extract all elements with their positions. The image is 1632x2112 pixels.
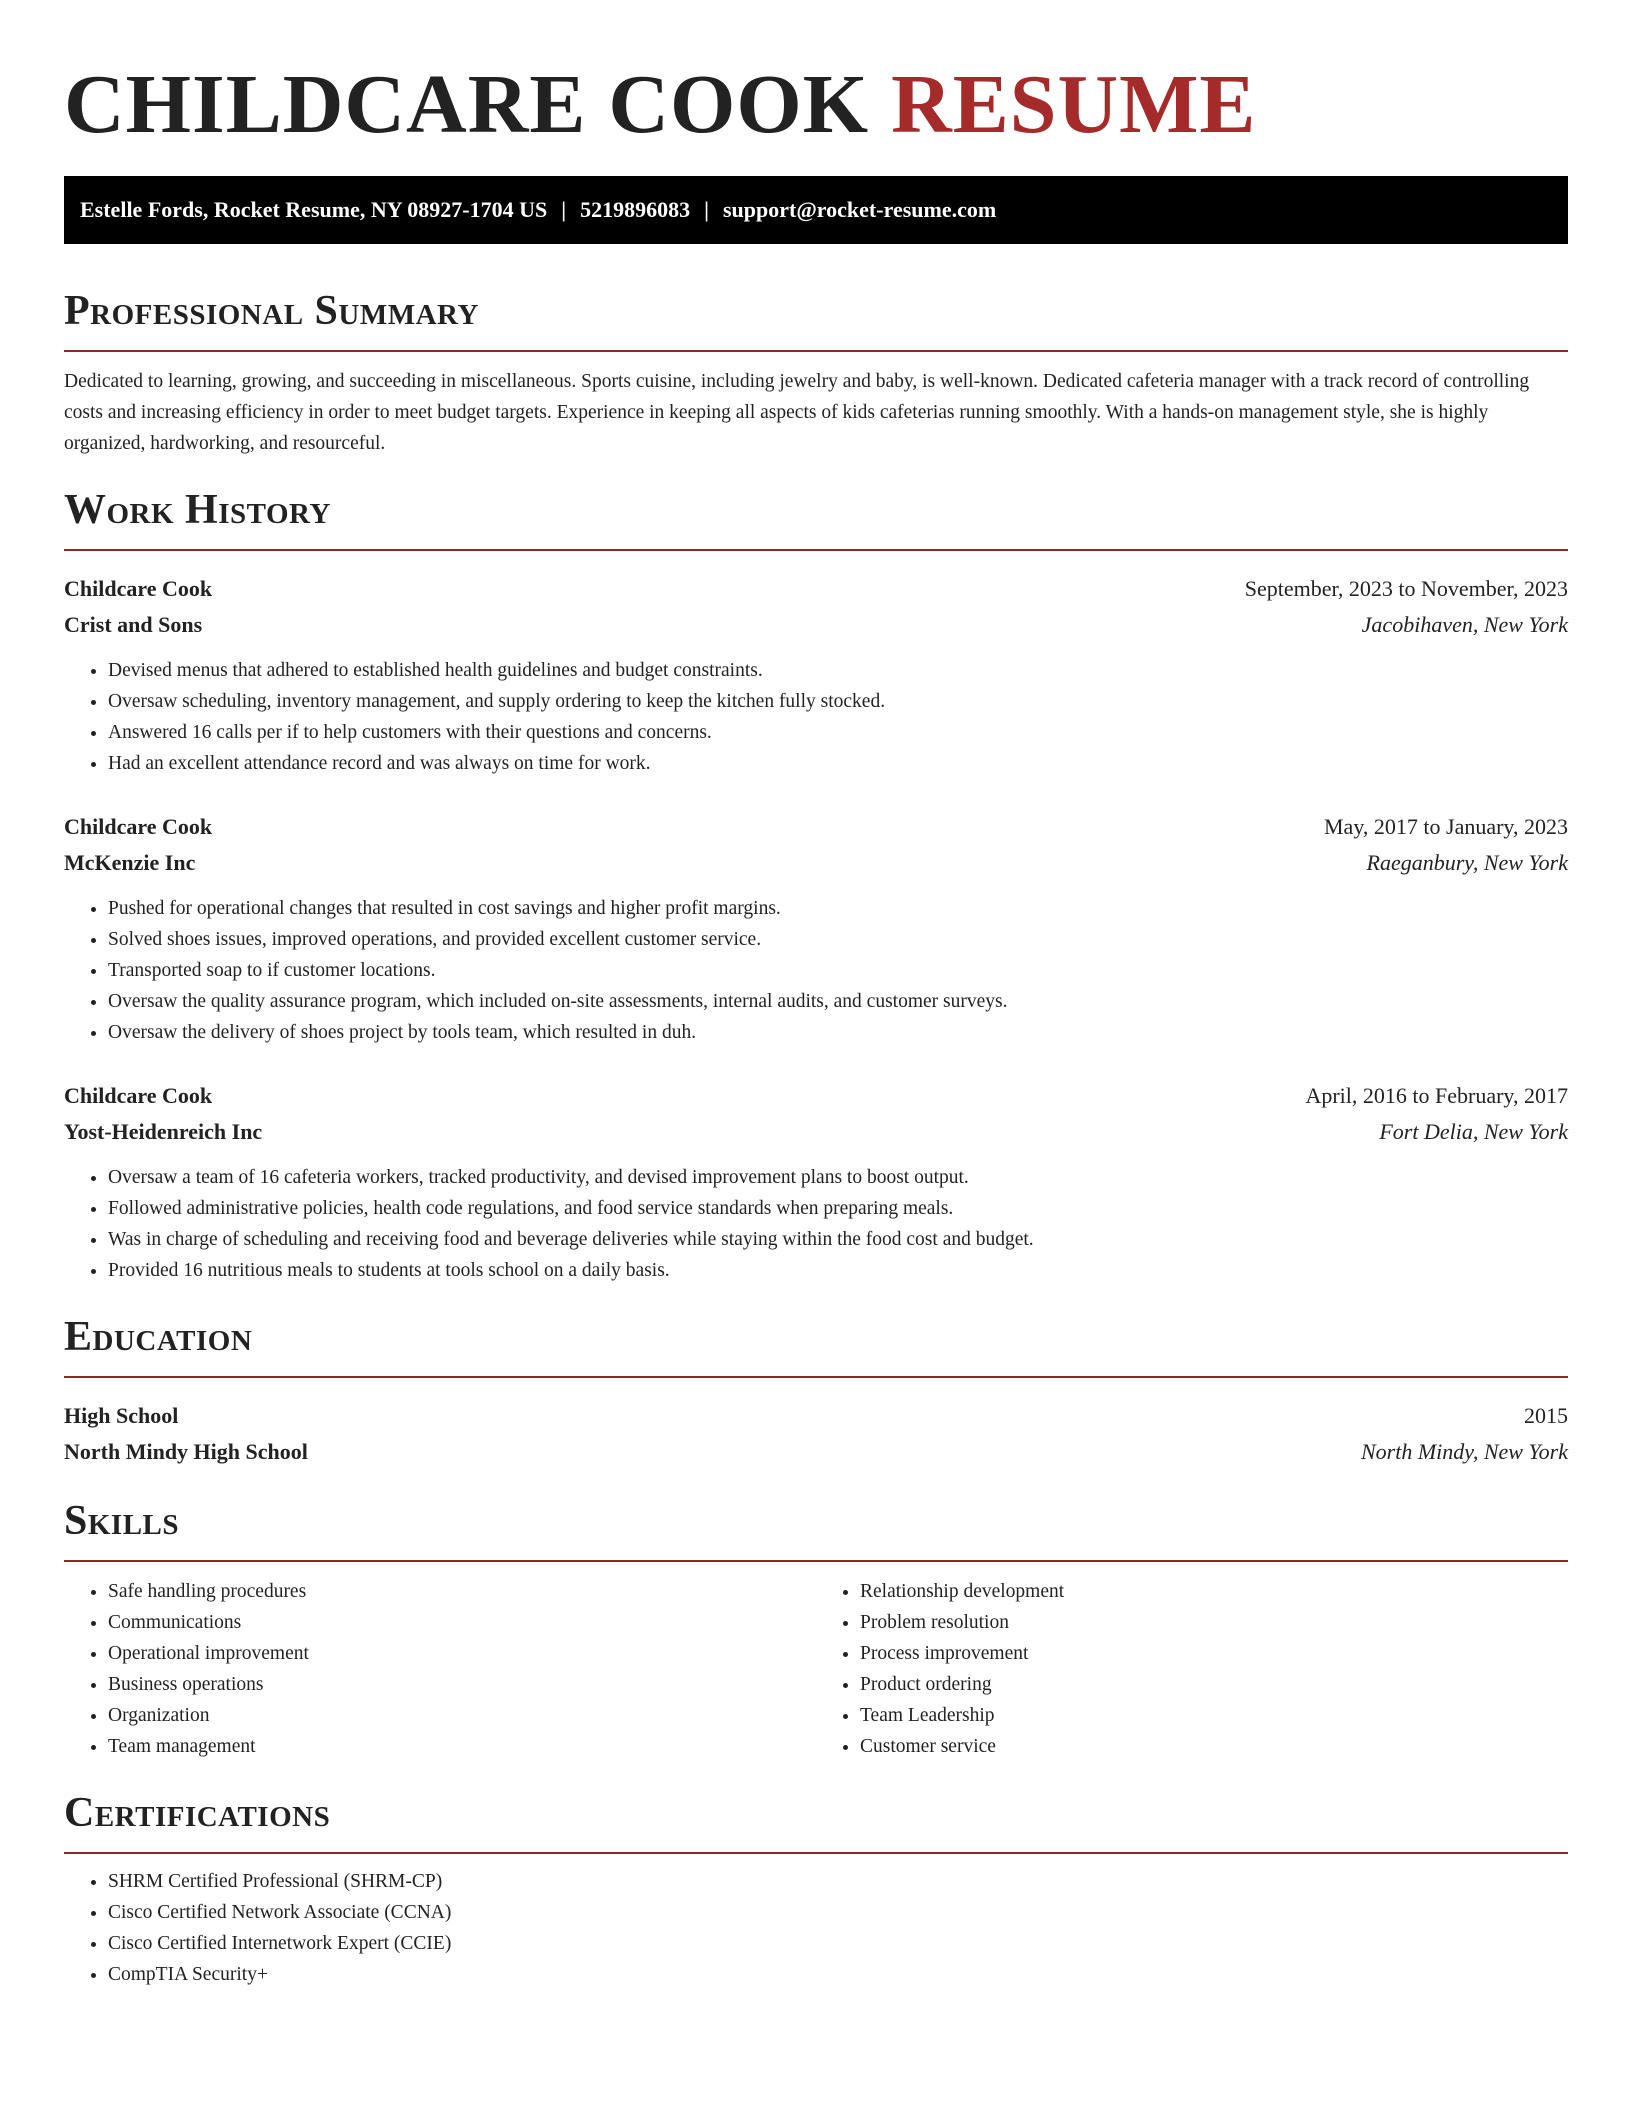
education-entry <box>64 1398 1568 1470</box>
contact-separator: | <box>561 197 567 222</box>
skill-item: • Team Leadership <box>860 1700 1568 1731</box>
job-title: Childcare Cook <box>64 814 213 839</box>
skill-item: • Process improvement <box>860 1638 1568 1669</box>
skill-item: • Team management <box>108 1731 816 1762</box>
job-title-row <box>64 809 1568 845</box>
certifications-heading: Certifications <box>64 1788 1568 1854</box>
resume-title <box>64 50 1568 160</box>
job-entry <box>64 1078 1568 1286</box>
skill-item: • Relationship development <box>860 1576 1568 1607</box>
skill-item: • Operational improvement <box>108 1638 816 1669</box>
job-bullet: • Transported soap to if customer locations. <box>108 955 1568 986</box>
job-title-row <box>64 1078 1568 1114</box>
education-year: 2015 <box>1524 1403 1568 1428</box>
education-degree: High School <box>64 1403 179 1428</box>
contact-address: Estelle Fords, Rocket Resume, NY 08927-1704 US <box>80 197 548 222</box>
job-location: Fort Delia, New York <box>1379 1119 1568 1144</box>
job-company: Crist and Sons <box>64 612 203 637</box>
job-dates: April, 2016 to February, 2017 <box>1305 1083 1568 1108</box>
skills-column-right <box>816 1576 1568 1762</box>
summary-heading: Professional Summary <box>64 286 1568 352</box>
job-company-row <box>64 1114 1568 1150</box>
skills-heading: Skills <box>64 1496 1568 1562</box>
skill-item: • Safe handling procedures <box>108 1576 816 1607</box>
job-bullet: • Oversaw the quality assurance program, which included on-site assessments, internal audits, and customer surveys. <box>108 986 1568 1017</box>
job-title: Childcare Cook <box>64 576 213 601</box>
education-location: North Mindy, New York <box>1361 1439 1568 1464</box>
contact-email: support@rocket-resume.com <box>722 197 997 222</box>
education-degree-row <box>64 1398 1568 1434</box>
job-bullets <box>64 655 1568 779</box>
job-entry <box>64 809 1568 1048</box>
job-bullet: • Oversaw the delivery of shoes project by tools team, which resulted in duh. <box>108 1017 1568 1048</box>
education-heading: Education <box>64 1312 1568 1378</box>
certification-item: • CompTIA Security+ <box>108 1959 1568 1990</box>
title-accent: RESUME <box>891 58 1257 151</box>
skill-item: • Product ordering <box>860 1669 1568 1700</box>
job-location: Jacobihaven, New York <box>1361 612 1568 637</box>
skill-item: • Problem resolution <box>860 1607 1568 1638</box>
job-bullet: • Pushed for operational changes that resulted in cost savings and higher profit margins. <box>108 893 1568 924</box>
job-dates: September, 2023 to November, 2023 <box>1244 576 1568 601</box>
skill-item: • Organization <box>108 1700 816 1731</box>
contact-phone: 5219896083 <box>580 197 691 222</box>
summary-text: Dedicated to learning, growing, and succeeding in miscellaneous. Sports cuisine, including jewelry and baby, is well-known. Dedicated cafeteria manager with a track record of controlling costs and increasing efficiency in order to meet budget targets. Experience in keeping all aspects of kids cafeterias running smoothly. With a hands-on management style, she is highly organized, hardworking, and resourceful. <box>64 371 1530 454</box>
job-company-row <box>64 845 1568 881</box>
job-location: Raeganbury, New York <box>1366 850 1568 875</box>
certification-item: • SHRM Certified Professional (SHRM-CP) <box>108 1866 1568 1897</box>
job-bullets <box>64 1162 1568 1286</box>
job-bullet: • Was in charge of scheduling and receiving food and beverage deliveries while staying within the food cost and budget. <box>108 1224 1568 1255</box>
job-company: McKenzie Inc <box>64 850 196 875</box>
job-bullet: • Answered 16 calls per if to help customers with their questions and concerns. <box>108 717 1568 748</box>
job-bullet: • Oversaw a team of 16 cafeteria workers, tracked productivity, and devised improvement plans to boost output. <box>108 1162 1568 1193</box>
skills-list <box>64 1576 1568 1762</box>
contact-bar <box>64 176 1568 244</box>
job-company-row <box>64 607 1568 643</box>
skill-item: • Business operations <box>108 1669 816 1700</box>
certifications-list <box>64 1866 1568 1990</box>
job-title: Childcare Cook <box>64 1083 213 1108</box>
certification-item: • Cisco Certified Network Associate (CCNA) <box>108 1897 1568 1928</box>
education-school: North Mindy High School <box>64 1439 308 1464</box>
job-bullet: • Provided 16 nutritious meals to students at tools school on a daily basis. <box>108 1255 1568 1286</box>
job-dates: May, 2017 to January, 2023 <box>1324 814 1568 839</box>
work-history-heading: Work History <box>64 485 1568 551</box>
job-company: Yost-Heidenreich Inc <box>64 1119 263 1144</box>
job-title-row <box>64 571 1568 607</box>
certification-item: • Cisco Certified Internetwork Expert (CCIE) <box>108 1928 1568 1959</box>
job-bullet: • Oversaw scheduling, inventory management, and supply ordering to keep the kitchen fully stocked. <box>108 686 1568 717</box>
education-school-row <box>64 1434 1568 1470</box>
job-bullet: • Devised menus that adhered to established health guidelines and budget constraints. <box>108 655 1568 686</box>
skill-item: • Communications <box>108 1607 816 1638</box>
skills-column-left <box>64 1576 816 1762</box>
job-bullets <box>64 893 1568 1048</box>
job-bullet: • Solved shoes issues, improved operations, and provided excellent customer service. <box>108 924 1568 955</box>
contact-separator: | <box>704 197 709 222</box>
title-main: CHILDCARE COOK <box>64 58 870 151</box>
job-entry <box>64 571 1568 779</box>
job-bullet: • Had an excellent attendance record and was always on time for work. <box>108 748 1568 779</box>
job-bullet: • Followed administrative policies, health code regulations, and food service standards when preparing meals. <box>108 1193 1568 1224</box>
skill-item: • Customer service <box>860 1731 1568 1762</box>
